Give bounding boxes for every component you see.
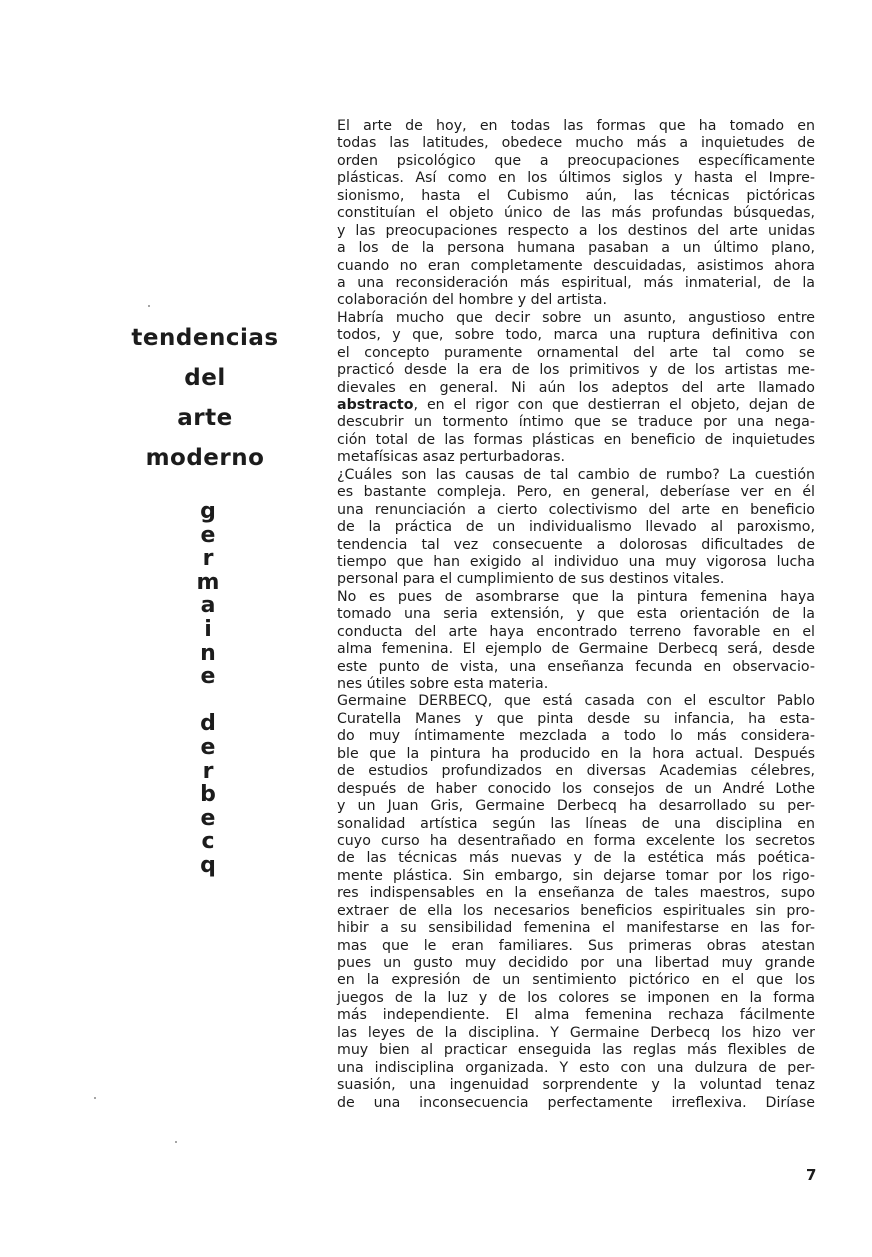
body-text-line: ble que la pintura ha producido en la hora actual. Después [337, 745, 815, 762]
title-line-2: del [184, 365, 226, 391]
author-letter: m [196, 569, 220, 595]
article-body [337, 118, 815, 1112]
body-text-line: ¿Cuáles son las causas de tal cambio de rumbo? La cuestión [337, 466, 815, 483]
body-text-line: conducta del arte haya encontrado terreno favorable en el [337, 623, 815, 640]
body-text-line: muy bien al practicar enseguida las reglas más flexibles de [337, 1042, 815, 1059]
body-text-line: de una inconsecuencia perfectamente irreflexiva. Diríase [337, 1094, 815, 1111]
body-text-line: pues un gusto muy decidido por una libertad muy grande [337, 955, 815, 971]
author-name-gap [120, 689, 296, 713]
body-text-line: metafísicas asaz perturbadoras. [337, 449, 565, 466]
body-text-line: todos, y que, sobre todo, marca una ruptura definitiva con [337, 327, 815, 344]
title-line-3: arte [177, 405, 233, 431]
print-speck [94, 1097, 96, 1099]
body-text-line: después de haber conocido los consejos de un André Lothe [337, 780, 815, 797]
article-title [120, 318, 290, 478]
author-letter: a [200, 593, 216, 619]
body-text-line: tiempo que han exigido al individuo una muy vigorosa lucha [337, 553, 815, 570]
body-text-line: una indisciplina organizada. Y esto con una dulzura de per- [337, 1059, 815, 1076]
body-text-line: orden psicológico que a preocupaciones específicamente [337, 152, 815, 169]
body-text-line: abstracto, en el rigor con que destierran el objeto, dejan de [337, 397, 815, 413]
body-text-line: descubrir un tormento íntimo que se traduce por una nega- [337, 414, 815, 431]
author-letter: e [200, 664, 216, 690]
body-text-line: hibir a su sensibilidad femenina el manifestarse en las for- [337, 920, 815, 937]
body-text-line: es bastante compleja. Pero, en general, deberíase ver en él [337, 484, 815, 501]
body-text-line: sionismo, hasta el Cubismo aún, las técnicas pictóricas [337, 187, 815, 204]
author-letter: d [200, 711, 216, 737]
body-text-line: El arte de hoy, en todas las formas que ha tomado en [337, 118, 815, 134]
body-text-line: mas que le eran familiares. Sus primeras obras atestan [337, 937, 815, 954]
body-text-line: cuando no eran completamente descuidadas, asistimos ahora [337, 257, 815, 274]
body-text-line: todas las latitudes, obedece mucho más a inquietudes de [337, 135, 815, 152]
body-text-line: este punto de vista, una enseñanza fecunda en observacio- [337, 658, 815, 675]
body-text-line: constituían el objeto único de las más profundas búsquedas, [337, 205, 815, 222]
body-text-line: colaboración del hombre y del artista. [337, 292, 607, 309]
body-text-line: Habría mucho que decir sobre un asunto, angustioso entre [337, 309, 815, 326]
body-text-line: ción total de las formas plásticas en beneficio de inquietudes [337, 431, 815, 448]
body-text-line: dievales en general. Ni aún los adeptos del arte llamado [337, 379, 815, 396]
author-letter: g [200, 499, 216, 524]
print-speck [175, 1141, 177, 1143]
body-text-line: tendencia tal vez consecuente a dolorosas dificultades de [337, 536, 815, 553]
body-text-line: juegos de la luz y de los colores se imponen en la forma [337, 989, 815, 1006]
body-text-line: cuyo curso ha desentrañado en forma excelente los secretos [337, 832, 815, 849]
body-text-line: mente plástica. Sin embargo, sin dejarse tomar por los rigo- [337, 867, 815, 884]
author-letter: n [200, 640, 216, 666]
body-text-line: No es pues de asombrarse que la pintura femenina haya [337, 588, 815, 605]
author-letter: e [200, 734, 216, 760]
body-text-line: plásticas. Así como en los últimos siglos y hasta el Impre- [337, 170, 815, 187]
body-text-line: el concepto puramente ornamental del arte tal como se [337, 344, 815, 361]
body-text-line: a una reconsideración más espiritual, más inmaterial, de la [337, 274, 815, 291]
body-text-line: de la práctica de un individualismo llevado al paroxismo, [337, 519, 815, 536]
author-letter: b [200, 782, 216, 808]
title-line-1: tendencias [131, 325, 279, 351]
body-text-line: sonalidad artística según las líneas de una disciplina en [337, 815, 815, 832]
body-text-line: alma femenina. El ejemplo de Germaine Derbecq será, desde [337, 641, 815, 658]
body-text-line: una renunciación a cierto colectivismo del arte en beneficio [337, 501, 815, 518]
body-text-line: extraer de ella los necesarios beneficios espirituales sin pro- [337, 902, 815, 919]
emphasized-word: abstracto [337, 397, 414, 413]
body-text-line: y un Juan Gris, Germaine Derbecq ha desarrollado su per- [337, 798, 815, 815]
page-number: 7 [806, 1166, 817, 1184]
body-text-line: las leyes de la disciplina. Y Germaine Derbecq los hizo ver [337, 1024, 815, 1041]
body-text-line: do muy íntimamente mezclada a todo lo más considera- [337, 728, 815, 745]
author-letter: r [202, 758, 214, 784]
body-text-line: a los de la persona humana pasaban a un último plano, [337, 240, 815, 257]
body-text-line: y las preocupaciones respecto a los destinos del arte unidas [337, 222, 815, 239]
body-text-line: suasión, una ingenuidad sorprendente y la voluntad tenaz [337, 1077, 815, 1094]
body-text-line: res indispensables en la enseñanza de tales maestros, supo [337, 885, 815, 902]
author-letter: e [200, 805, 216, 831]
body-text-line: Curatella Manes y que pinta desde su infancia, ha esta- [337, 710, 815, 727]
body-text-line: personal para el cumplimiento de sus destinos vitales. [337, 571, 725, 588]
body-text-line: Germaine DERBECQ, que está casada con el escultor Pablo [337, 693, 815, 710]
author-name-vertical [120, 500, 296, 878]
author-letter: q [200, 852, 216, 878]
body-text-line: practicó desde la era de los primitivos y de los artistas me- [337, 362, 815, 379]
author-letter: c [201, 829, 215, 855]
author-letter: e [200, 522, 216, 548]
author-letter: i [204, 616, 212, 642]
title-line-4: moderno [145, 445, 265, 471]
author-letter: r [202, 546, 214, 572]
print-speck [148, 305, 150, 307]
body-text-line: de las técnicas más nuevas y de la estética más poética- [337, 850, 815, 867]
body-text-line: tomado una seria extensión, y que esta orientación de la [337, 606, 815, 623]
body-text-line: en la expresión de un sentimiento pictórico en el que los [337, 972, 815, 989]
body-text-line: de estudios profundizados en diversas Academias célebres, [337, 763, 815, 780]
body-text-line: nes útiles sobre esta materia. [337, 676, 549, 692]
body-text-line: más independiente. El alma femenina rechaza fácilmente [337, 1007, 815, 1024]
